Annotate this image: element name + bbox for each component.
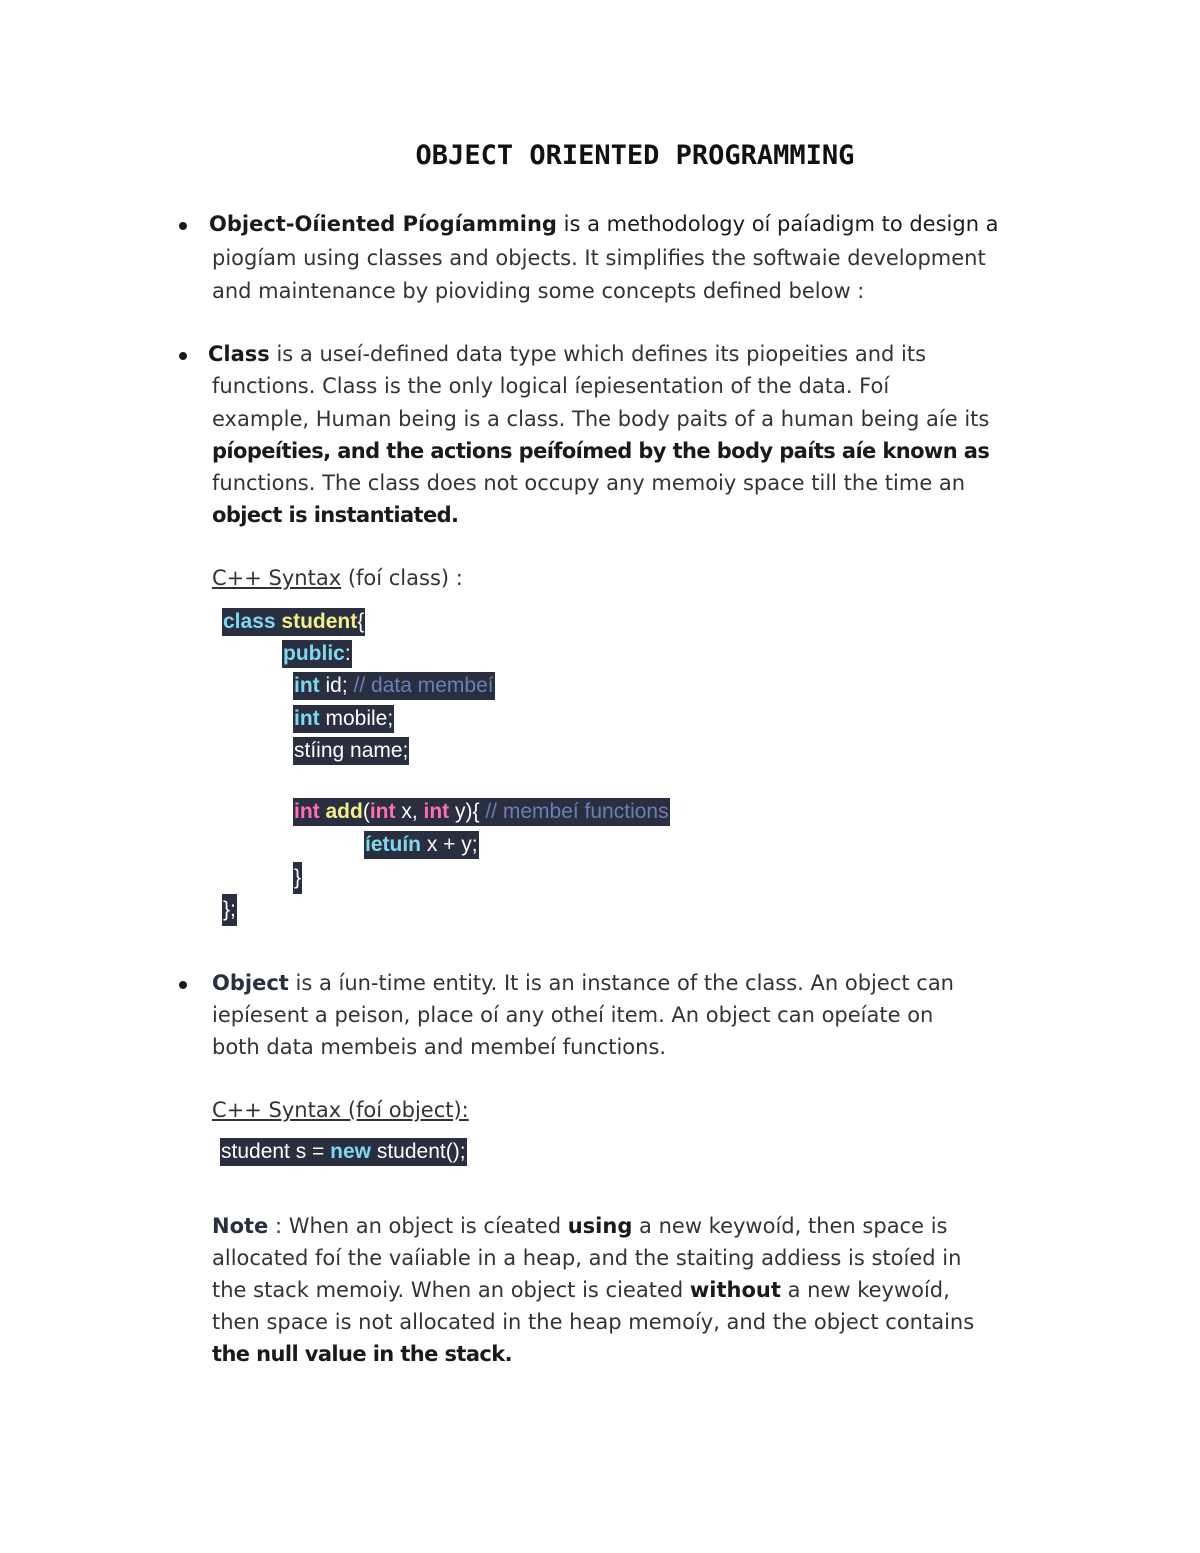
code-type-int: int: [369, 800, 396, 823]
oop-definition-text: is a methodology oí paíadigm to design a: [556, 212, 999, 236]
class-term: Class: [208, 342, 270, 366]
note-line-1: [212, 1210, 947, 1242]
code-type-int: int: [294, 674, 320, 697]
code-id-decl: id;: [319, 674, 354, 697]
note-line-4: then space is not allocated in the heap memoíy, and the object contains: [212, 1310, 975, 1334]
class-syntax-label: C++ Syntax: [212, 566, 342, 590]
note-text-c: a new keywoíd, then space is: [632, 1214, 948, 1238]
class-definition-line-3: example, Human being is a class. The body paits of a human being aíe its: [212, 407, 990, 431]
class-definition-line-6: object is instantiated.: [212, 503, 459, 527]
object-definition-line-3: both data membeis and membeí functions.: [212, 1035, 667, 1059]
code-line-id: [293, 672, 495, 700]
note-line-3: [212, 1274, 950, 1306]
class-syntax-suffix: (foí class) :: [341, 566, 463, 590]
code-line-close-class: };: [222, 894, 237, 926]
code-keyword-public: public: [283, 642, 345, 665]
code-paren: (: [362, 800, 370, 823]
class-definition-line-2: functions. Class is the only logical íepiesentation of the data. Foí: [212, 374, 890, 398]
code-line-return: [364, 831, 479, 859]
note-text-3a: the stack memoiy. When an object is cieated: [212, 1278, 690, 1302]
class-definition-line-4: píopeíties, and the actions peífoímed by the body paíts aíe known as: [212, 439, 990, 463]
class-definition-line-5: functions. The class does not occupy any memoiy space till the time an: [212, 471, 966, 495]
note-emphasis-without: without: [689, 1278, 781, 1302]
code-open-brace: {: [357, 610, 365, 633]
object-definition-line-1: [212, 967, 954, 999]
object-syntax-label: C++ Syntax: [212, 1098, 342, 1122]
class-definition-line-1: [208, 338, 926, 370]
note-emphasis-using: using: [567, 1214, 633, 1238]
code-return-expr: x + y;: [421, 833, 478, 856]
code-line-new-student: [220, 1138, 467, 1166]
code-line-close-fn: }: [293, 862, 302, 894]
code-line-class-decl: [222, 608, 365, 636]
code-keyword-return: íetuín: [365, 833, 421, 856]
code-line-add: [293, 798, 670, 826]
note-line-2: allocated foí the vaíiable in a heap, and the staiting addiess is stoíed in: [212, 1246, 962, 1270]
code-decl-student: student s =: [221, 1140, 331, 1163]
code-colon: :: [344, 642, 351, 665]
code-type-int: int: [294, 800, 320, 823]
code-ctor-call: student();: [371, 1140, 466, 1163]
note-line-5: the null value in the stack.: [212, 1342, 513, 1366]
class-syntax-heading: [212, 562, 463, 594]
code-type-int: int: [294, 707, 320, 730]
object-term: Object: [212, 971, 289, 995]
code-line-public: [282, 640, 352, 668]
note-text-3c: a new keywoíd,: [780, 1278, 950, 1302]
oop-definition-line-1: [209, 208, 999, 240]
code-keyword-class: class: [223, 610, 276, 633]
object-definition-line-2: iepíesent a peison, place oí any otheí item. An object can opeíate on: [212, 1003, 934, 1027]
code-mobile-decl: mobile;: [319, 707, 394, 730]
oop-term: Object-Oíiented Píogíamming: [209, 212, 557, 236]
object-definition-text: is a íun-time entity. It is an instance of the class. An object can: [288, 971, 954, 995]
code-type-int: int: [423, 800, 450, 823]
code-param-x: x,: [395, 800, 424, 823]
bullet-1: [179, 222, 187, 230]
code-param-y: y){: [449, 800, 486, 823]
note-text-a: : When an object is cíeated: [268, 1214, 568, 1238]
code-line-mobile: [293, 705, 394, 733]
class-definition-text: is a useí-defined data type which defines its piopeities and its: [269, 342, 927, 366]
code-comment-data-member: // data membeí: [353, 674, 494, 697]
code-keyword-new: new: [330, 1140, 371, 1163]
object-syntax-heading: [212, 1094, 469, 1126]
code-line-name: stíing name;: [293, 737, 409, 765]
code-class-name: student: [275, 610, 358, 633]
bullet-2: [179, 352, 187, 360]
oop-definition-line-2: piogíam using classes and objects. It simplifies the softwaie development: [212, 246, 986, 270]
object-syntax-suffix: (foí object):: [341, 1098, 469, 1122]
code-comment-member-functions: // membeí functions: [485, 800, 669, 823]
oop-definition-line-3: and maintenance by pioviding some concepts defined below :: [212, 279, 865, 303]
note-label: Note: [212, 1214, 269, 1238]
code-fn-add: add: [319, 800, 363, 823]
page-title: OBJECT ORIENTED PROGRAMMING: [415, 140, 855, 171]
bullet-3: [179, 981, 187, 989]
